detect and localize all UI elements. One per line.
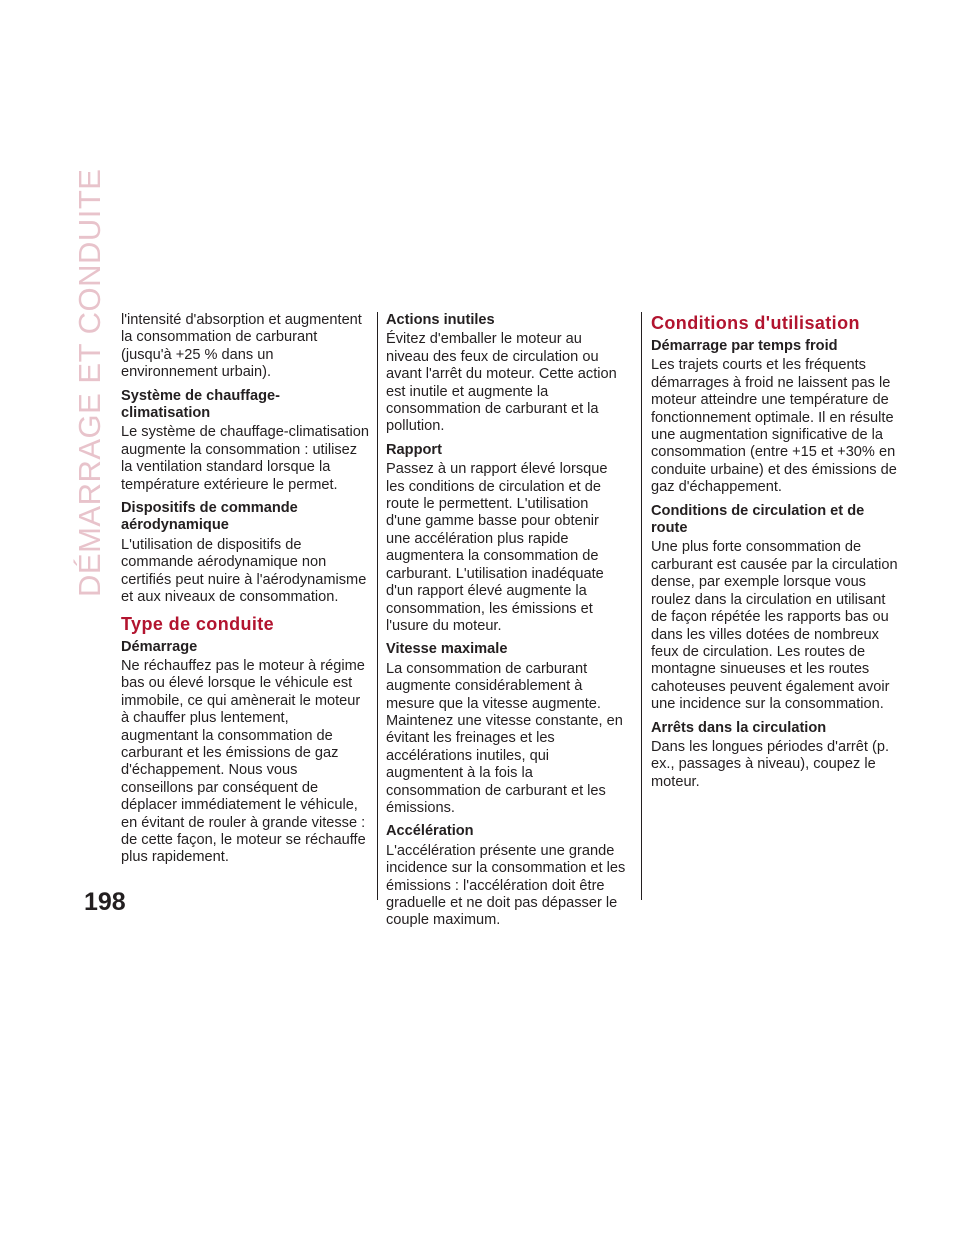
vitesse-heading: Vitesse maximale [386, 641, 508, 658]
aerodynamique-heading: Dispositifs de commande aérodynamique [121, 500, 298, 534]
section-title-type-conduite: Type de conduite [121, 613, 275, 634]
circulation-text: Une plus forte consommation de carburant est causée par la circulation dense, par exemple lorsque vous roulez dans la circulation en utilisant de façon répétée les rapports bas ou dans les villes dotées de nombreux feux de circulation. Les routes de montagne sinueuses et les routes cahoteuses peuvent également avoir une incidence sur la consommation. [651, 539, 898, 713]
rapport-heading: Rapport [386, 441, 442, 458]
circulation-heading: Conditions de circulation et de route [651, 502, 865, 537]
column-divider-left [377, 312, 378, 900]
page-number: 198 [84, 888, 126, 916]
column-left [121, 312, 369, 873]
froid-text: Les trajets courts et les fréquents démarrages à froid ne laissent pas le moteur atteindre une température de fonctionnement optimale. Il en résulte une augmentation significative de la consommation (entre +15 et +30% en conduite urbaine) et des émissions de gaz d'échappement. [651, 357, 897, 496]
arrets-heading: Arrêts dans la circulation [651, 719, 827, 736]
vitesse-text: La consommation de carburant augmente considérablement à mesure que la vitesse augmente. Maintenez une vitesse constante, en évitant les freinages et les accélérations inutiles, qui augmentent à la fois la consommation de carburant et les émissions. [386, 660, 623, 816]
section-title-conditions: Conditions d'utilisation [651, 313, 860, 333]
column-right [651, 312, 901, 797]
froid-heading: Démarrage par temps froid [651, 338, 838, 354]
climatisation-heading: Système de chauffage-climatisation [121, 387, 280, 422]
acceleration-text: L'accélération présente une grande incidence sur la consommation et les émissions : l'accélération doit être graduelle et ne doit pas dépasser le couple maximum. [386, 842, 626, 929]
climatisation-text: Le système de chauffage-climatisation augmente la consommation : utilisez la ventilation standard lorsque la température extérieure le permet. [121, 424, 369, 493]
aerodynamique-text: L'utilisation de dispositifs de commande aérodynamique non certifiés peut nuire à l'aérodynamisme et aux niveaux de consommation. [121, 536, 367, 606]
column-divider-right [641, 312, 642, 900]
arrets-text: Dans les longues périodes d'arrêt (p. ex., passages à niveau), coupez le moteur. [651, 738, 890, 790]
demarrage-text: Ne réchauffez pas le moteur à régime bas ou élevé lorsque le véhicule est immobile, ce qui amènerait le moteur à chauffer plus lentement, augmentant la consommation de carburant et les émissions de gaz d'échappement. Nous vous conseillons par conséquent de déplacer immédiatement le véhicule, en évitant de rouler à grande vitesse : de cette façon, le moteur se réchauffe plus rapidement. [121, 657, 366, 866]
actions-text: Évitez d'emballer le moteur au niveau des feux de circulation ou avant l'arrêt du moteur. Cette action est inutile et augmente la consommation de carburant et la pollution. [386, 331, 617, 435]
actions-heading: Actions inutiles [386, 312, 495, 328]
acceleration-heading: Accélération [386, 823, 474, 840]
rapport-text: Passez à un rapport élevé lorsque les conditions de circulation et de route le permettent. L'utilisation d'une gamme basse pour obtenir une accélération plus rapide augmentera la consommation de carburant. L'utilisation inadéquate d'un rapport élevé augmente la consommation, les émissions et l'usure du moteur. [386, 461, 608, 634]
chapter-side-title: DÉMARRAGE ET CONDUITE [72, 168, 107, 597]
column-middle [386, 312, 626, 936]
intro-paragraph: l'intensité d'absorption et augmentent la consommation de carburant (jusqu'à +25 % dans un environnement urbain). [121, 312, 362, 381]
demarrage-heading: Démarrage [121, 638, 198, 655]
